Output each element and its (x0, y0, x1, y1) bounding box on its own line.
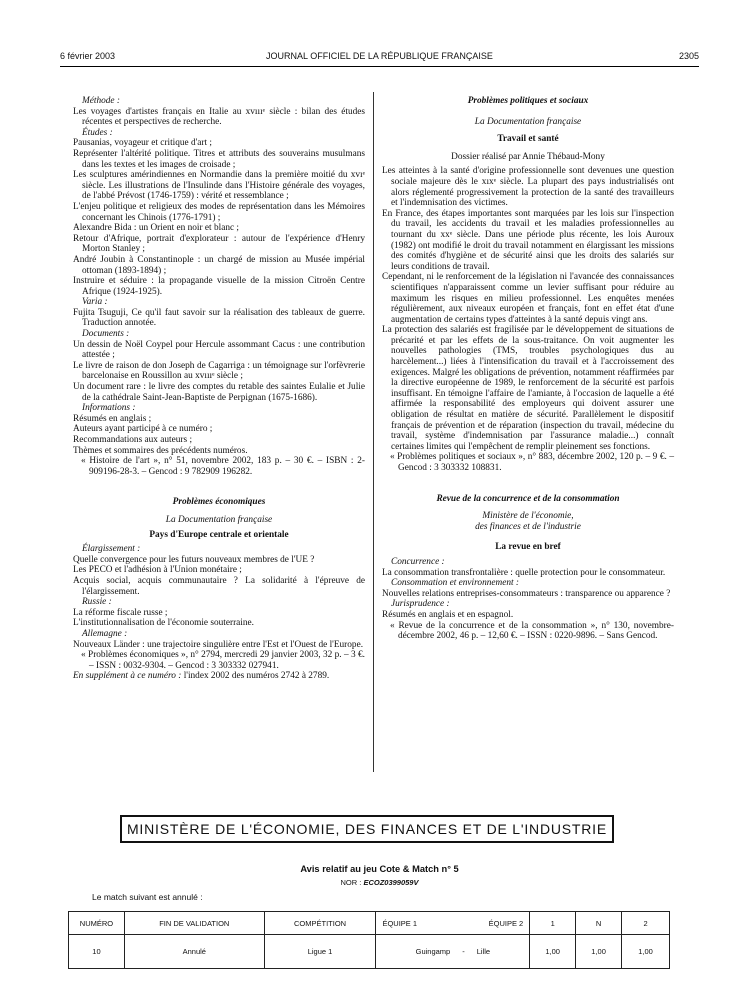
rcc-ministry-line2: des finances et de l'industrie (475, 521, 581, 532)
rcc-reference: « Revue de la concurrence et de la consommation », n° 130, novembre-décembre 2002, 46 p. – 12,60 €. – ISSN : 0220-9896. – Sans Gencod. (390, 620, 674, 642)
documents-item: Un document rare : le livre des comptes du retable des saintes Eulalie et Julie de la cathédrale Saint-Jean-Baptiste de Perpignan (1675-1686). (73, 382, 365, 403)
header-equipes (376, 912, 530, 935)
header-2: 2 (622, 912, 670, 935)
histoire-art-reference: « Histoire de l'art », n° 51, novembre 2002, 183 p. – 30 €. – ISBN : 2-909196-28-3. – Gencod : 9 782909 196282. (81, 456, 365, 477)
etudes-item: Alexandre Bida : un Orient en noir et blanc ; (73, 223, 240, 234)
pps-paragraph: Les atteintes à la santé d'origine professionnelle sont devenues une question sociale majeure dès le xıxᵉ siècle. La plupart des pays industrialisés ont alors réglementé progressivement la protection de la santé des travailleurs et l'indemnisation des victimes. (382, 166, 674, 209)
avis-title: Avis relatif au jeu Cote & Match n° 5 (300, 864, 459, 874)
rcc-ministry-line1: Ministère de l'économie, (482, 511, 574, 522)
header-fin-validation: FIN DE VALIDATION (124, 912, 264, 935)
page-header (60, 51, 699, 65)
table-header-row (69, 912, 670, 935)
avis-intro: Le match suivant est annulé : (92, 892, 203, 902)
ministry-banner: MINISTÈRE DE L'ÉCONOMIE, DES FINANCES ET DE L'INDUSTRIE (120, 815, 614, 843)
pe-series-title: Problèmes économiques (172, 497, 266, 508)
cell-cote-1: 1,00 (530, 935, 576, 969)
header-n: N (576, 912, 622, 935)
pps-reference: « Problèmes politiques et sociaux », n° 883, décembre 2002, 120 p. – 9 €. – Gencod : 3 303332 108831. (390, 452, 674, 473)
cell-equipe-1: Guingamp (415, 947, 451, 956)
etudes-item: Pausanias, voyageur et critique d'art ; (73, 138, 213, 149)
cell-separator: - (462, 947, 465, 956)
etudes-item: Instruire et séduire : la propagande visuelle de la mission Citroën Centre Afrique (1924-1925). (73, 276, 365, 297)
concurrence-label: Concurrence : (391, 556, 445, 567)
nor-label: NOR : (340, 878, 362, 887)
etudes-item: Les sculptures amérindiennes en Normandie dans la première moitié du xvıᵉ siècle. Les illustrations de l'Insulinde dans l'Histoire générale des voyages, de l'abbé Prévost (1746-1759) : vérité et ressemblance ; (73, 170, 365, 202)
rcc-series-title: Revue de la concurrence et de la consommation (436, 493, 620, 504)
elargissement-item: Les PECO et l'adhésion à l'Union monétaire ; (73, 565, 242, 576)
methode-text: Les voyages d'artistes français en Italie au xvıııᵉ siècle : bilan des études récentes et perspectives de recherche. (73, 106, 365, 128)
allemagne-label: Allemagne : (82, 628, 128, 639)
header-equipe-2: ÉQUIPE 2 (488, 918, 524, 928)
pe-publisher: La Documentation française (165, 514, 273, 525)
concurrence-text: La consommation transfrontalière : quelle protection pour le consommateur. (382, 567, 666, 578)
cell-equipes (376, 935, 530, 969)
consommation-text: Nouvelles relations entreprises-consommateurs : transparence ou apparence ? (382, 588, 671, 599)
results-table (68, 911, 670, 969)
elargissement-item: Quelle convergence pour les futurs nouveaux membres de l'UE ? (73, 554, 315, 565)
header-1: 1 (530, 912, 576, 935)
cell-competition: Ligue 1 (264, 935, 376, 969)
russie-label: Russie : (82, 597, 112, 608)
russie-item: La réforme fiscale russe ; (73, 607, 168, 618)
pps-author: Dossier réalisé par Annie Thébaud-Mony (451, 151, 605, 162)
informations-item: Thèmes et sommaires des précédents numéros. (73, 445, 248, 456)
etudes-item: Représenter l'altérité politique. Titres et attributs des souverains musulmans dans les textes et les images de croisade ; (73, 148, 365, 170)
header-date: 6 février 2003 (60, 51, 116, 61)
etudes-label: Études : (82, 127, 113, 138)
pps-paragraph: En France, des étapes importantes sont marquées par les lois sur l'inspection du travail, les accidents du travail et les maladies professionnelles au tournant du xxᵉ siècle. Dans une période plus récente, les lois Auroux (1982) ont modifié le droit du travail notamment en élargissant les missions des comités d'hygiène et de sécurité ainsi que les droits des salariés sur leurs conditions de travail. (382, 208, 674, 272)
russie-item: L'institutionnalisation de l'économie souterraine. (73, 618, 254, 629)
informations-label: Informations : (82, 403, 136, 414)
consommation-label: Consommation et environnement : (391, 578, 519, 589)
documents-label: Documents : (82, 329, 130, 340)
nor-code: ECOZ0399059V (363, 878, 419, 887)
left-column (73, 96, 365, 682)
jurisprudence-label: Jurisprudence : (391, 599, 450, 610)
documents-item: Le livre de raison de don Joseph de Cagarriga : un témoignage sur l'orfèvrerie barcelonaise en Roussillon au xvıııᵉ siècle ; (73, 360, 365, 382)
table-row (69, 935, 670, 969)
cell-cote-2: 1,00 (622, 935, 670, 969)
cell-equipe-2: Lille (476, 947, 491, 956)
supplement-note (73, 671, 365, 682)
etudes-item: André Joubin à Constantinople : un chargé de mission au Musée impérial ottoman (1893-1894) ; (73, 254, 365, 276)
resumes-text: Résumés en anglais et en espagnol. (382, 609, 514, 620)
cell-fin-validation: Annulé (124, 935, 264, 969)
etudes-item: Retour d'Afrique, portrait d'explorateur : autour de l'expérience d'Henry Morton Stanley ; (73, 233, 365, 255)
column-divider (373, 92, 374, 772)
methode-label: Méthode : (82, 96, 120, 106)
right-column (382, 96, 674, 642)
header-numero: NUMÉRO (69, 912, 125, 935)
elargissement-label: Élargissement : (82, 544, 141, 555)
pps-paragraph: Cependant, ni le renforcement de la législation ni l'avancée des connaissances scientifiques n'apparaissent comme un levier suffisant pour réduire au maximum les risques en milieu professionnel. Les enquêtes menées régulièrement, aux niveaux européen et français, font en effet état d'une augmentation de certains types d'atteintes à la santé depuis vingt ans. (382, 272, 674, 325)
cell-numero: 10 (69, 935, 125, 969)
allemagne-item: Nouveaux Länder : une trajectoire singulière entre l'Est et l'Ouest de l'Europe. (73, 639, 364, 650)
varia-label: Varia : (82, 297, 108, 308)
header-competition: COMPÉTITION (264, 912, 376, 935)
documents-item: Un dessin de Noël Coypel pour Hercule assommant Cacus : une contribution attestée ; (73, 339, 365, 361)
pps-issue-title: Travail et santé (497, 134, 559, 145)
header-equipe-1: ÉQUIPE 1 (382, 918, 418, 928)
varia-text: Fujita Tsuguji, Ce qu'il faut savoir sur la réalisation des tableaux de guerre. Traduction annotée. (73, 307, 365, 329)
supplement-label: En supplément à ce numéro : (73, 671, 182, 682)
elargissement-item: Acquis social, acquis communautaire ? La solidarité à l'épreuve de l'élargissement. (73, 575, 365, 597)
pps-paragraph: La protection des salariés est fragilisée par le développement de situations de précarité et par les effets de la sous-traitance. On voit augmenter les nouvelles pathologies (TMS, troubles psychologiques dus au harcèlement...) liées à l'intensification du travail et à l'accroissement des exigences. Malgré les obligations de prévention, notamment réaffirmées par la directive européenne de 1989, le renforcement de la sécurité est parfois insuffisant. En témoigne l'affaire de l'amiante, à l'occasion de laquelle a été affirmée la responsabilité des employeurs qui doivent assurer une obligation de résultat en matière de sécurité. Parallèlement le dispositif français de prévention et de réparation (inspection du travail, médecine du travail, système d'indemnisation par l'assurance maladie...) connaît certaines limites qui l'empêchent de remplir pleinement ses fonctions. (382, 325, 674, 452)
informations-item: Résumés en anglais ; (73, 413, 152, 424)
etudes-item: L'enjeu politique et religieux des modes de représentation dans les Mémoires concernant les Chinois (1776-1791) ; (73, 201, 365, 223)
nor-line (60, 878, 699, 887)
header-page-number: 2305 (678, 51, 699, 61)
pe-reference: « Problèmes économiques », n° 2794, mercredi 29 janvier 2003, 32 p. – 3 €. – ISSN : 0032-9304. – Gencod : 3 303332 027941. (81, 650, 365, 671)
cell-cote-n: 1,00 (576, 935, 622, 969)
informations-item: Auteurs ayant participé à ce numéro ; (73, 424, 213, 435)
informations-item: Recommandations aux auteurs ; (73, 435, 193, 445)
header-journal-title: JOURNAL OFFICIEL DE LA RÉPUBLIQUE FRANÇAISE (266, 51, 493, 61)
pps-series-title: Problèmes politiques et sociaux (467, 96, 589, 106)
rcc-issue-title: La revue en bref (495, 542, 561, 553)
pps-publisher: La Documentation française (474, 116, 582, 127)
pe-issue-title: Pays d'Europe centrale et orientale (149, 529, 289, 540)
supplement-text: l'index 2002 des numéros 2742 à 2789. (183, 671, 330, 682)
header-rule (60, 66, 699, 67)
